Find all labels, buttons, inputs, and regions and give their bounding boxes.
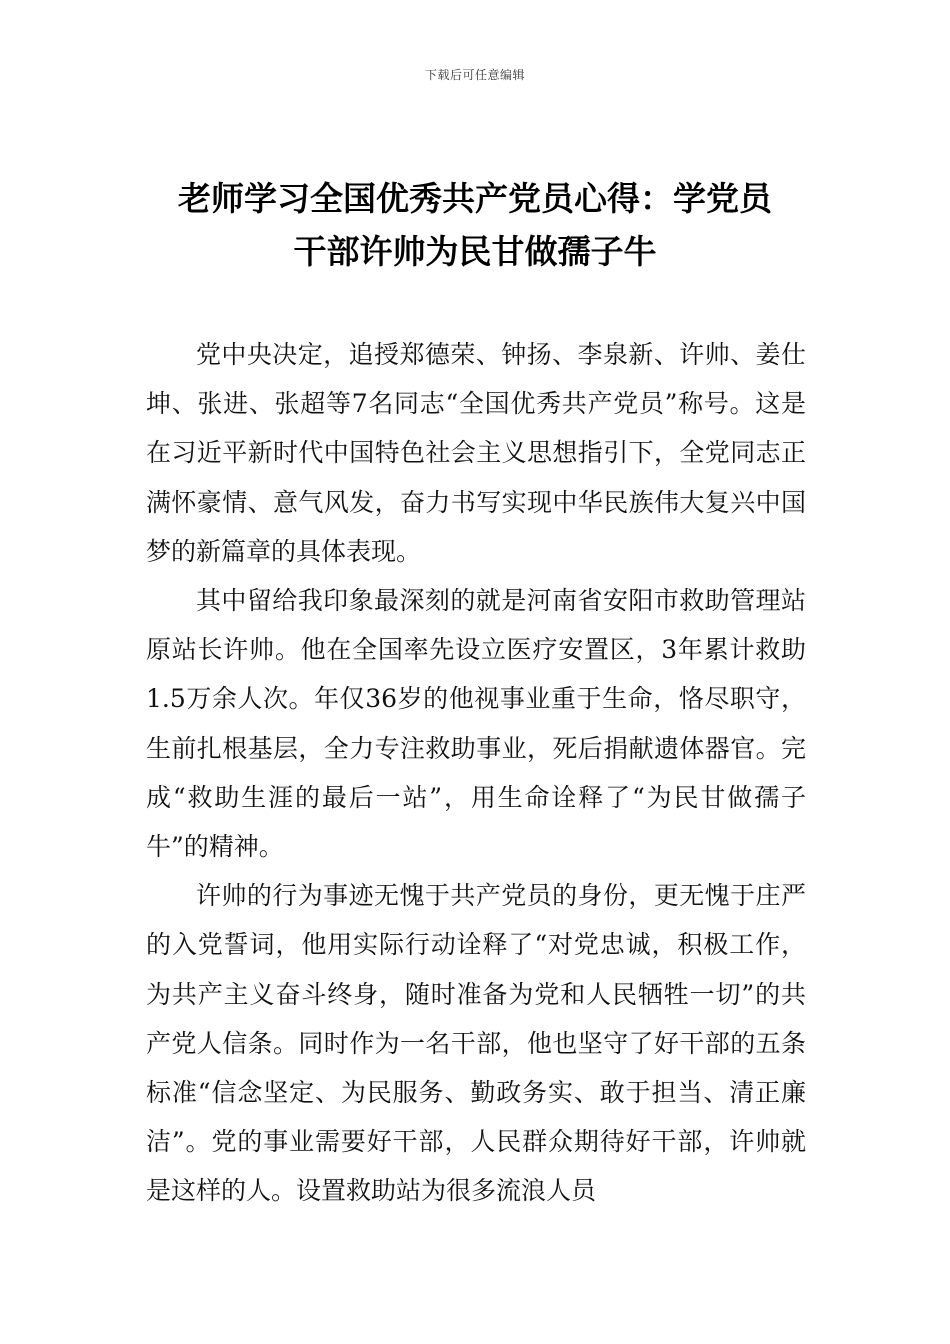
paragraph-2: 其中留给我印象最深刻的就是河南省安阳市救助管理站原站长许帅。他在全国率先设立医疗安置区，3年累计救助1.5万余人次。年仅36岁的他视事业重于生命，恪尽职守，生前扎根基层，全力专注救助事业，死后捐献遗体器官。完成“救助生涯的最后一站”，用生命诠释了“为民甘做孺子牛”的精神。 — [146, 586, 806, 862]
document-body — [146, 330, 806, 1216]
header-note: 下载后可任意编辑 — [424, 68, 525, 82]
title-line-1: 老师学习全国优秀共产党员心得：学党员 — [178, 179, 772, 218]
document-title — [110, 172, 840, 278]
paragraph-1: 党中央决定，追授郑德荣、钟扬、李泉新、许帅、姜仕坤、张进、张超等7名同志“全国优秀共产党员”称号。这是在习近平新时代中国特色社会主义思想指引下，全党同志正满怀豪情、意气风发，奋力书写实现中华民族伟大复兴中国梦的新篇章的具体表现。 — [146, 340, 806, 566]
title-line-2: 干部许帅为民甘做孺子牛 — [293, 232, 657, 271]
paragraph-3: 许帅的行为事迹无愧于共产党员的身份，更无愧于庄严的入党誓词，他用实际行动诠释了“对党忠诚，积极工作，为共产主义奋斗终身，随时准备为党和人民牺牲一切”的共产党人信条。同时作为一名干部，他也坚守了好干部的五条标准“信念坚定、为民服务、勤政务实、敢于担当、清正廉洁”。党的事业需要好干部，人民群众期待好干部，许帅就是这样的人。设置救助站为很多流浪人员 — [146, 881, 806, 1206]
